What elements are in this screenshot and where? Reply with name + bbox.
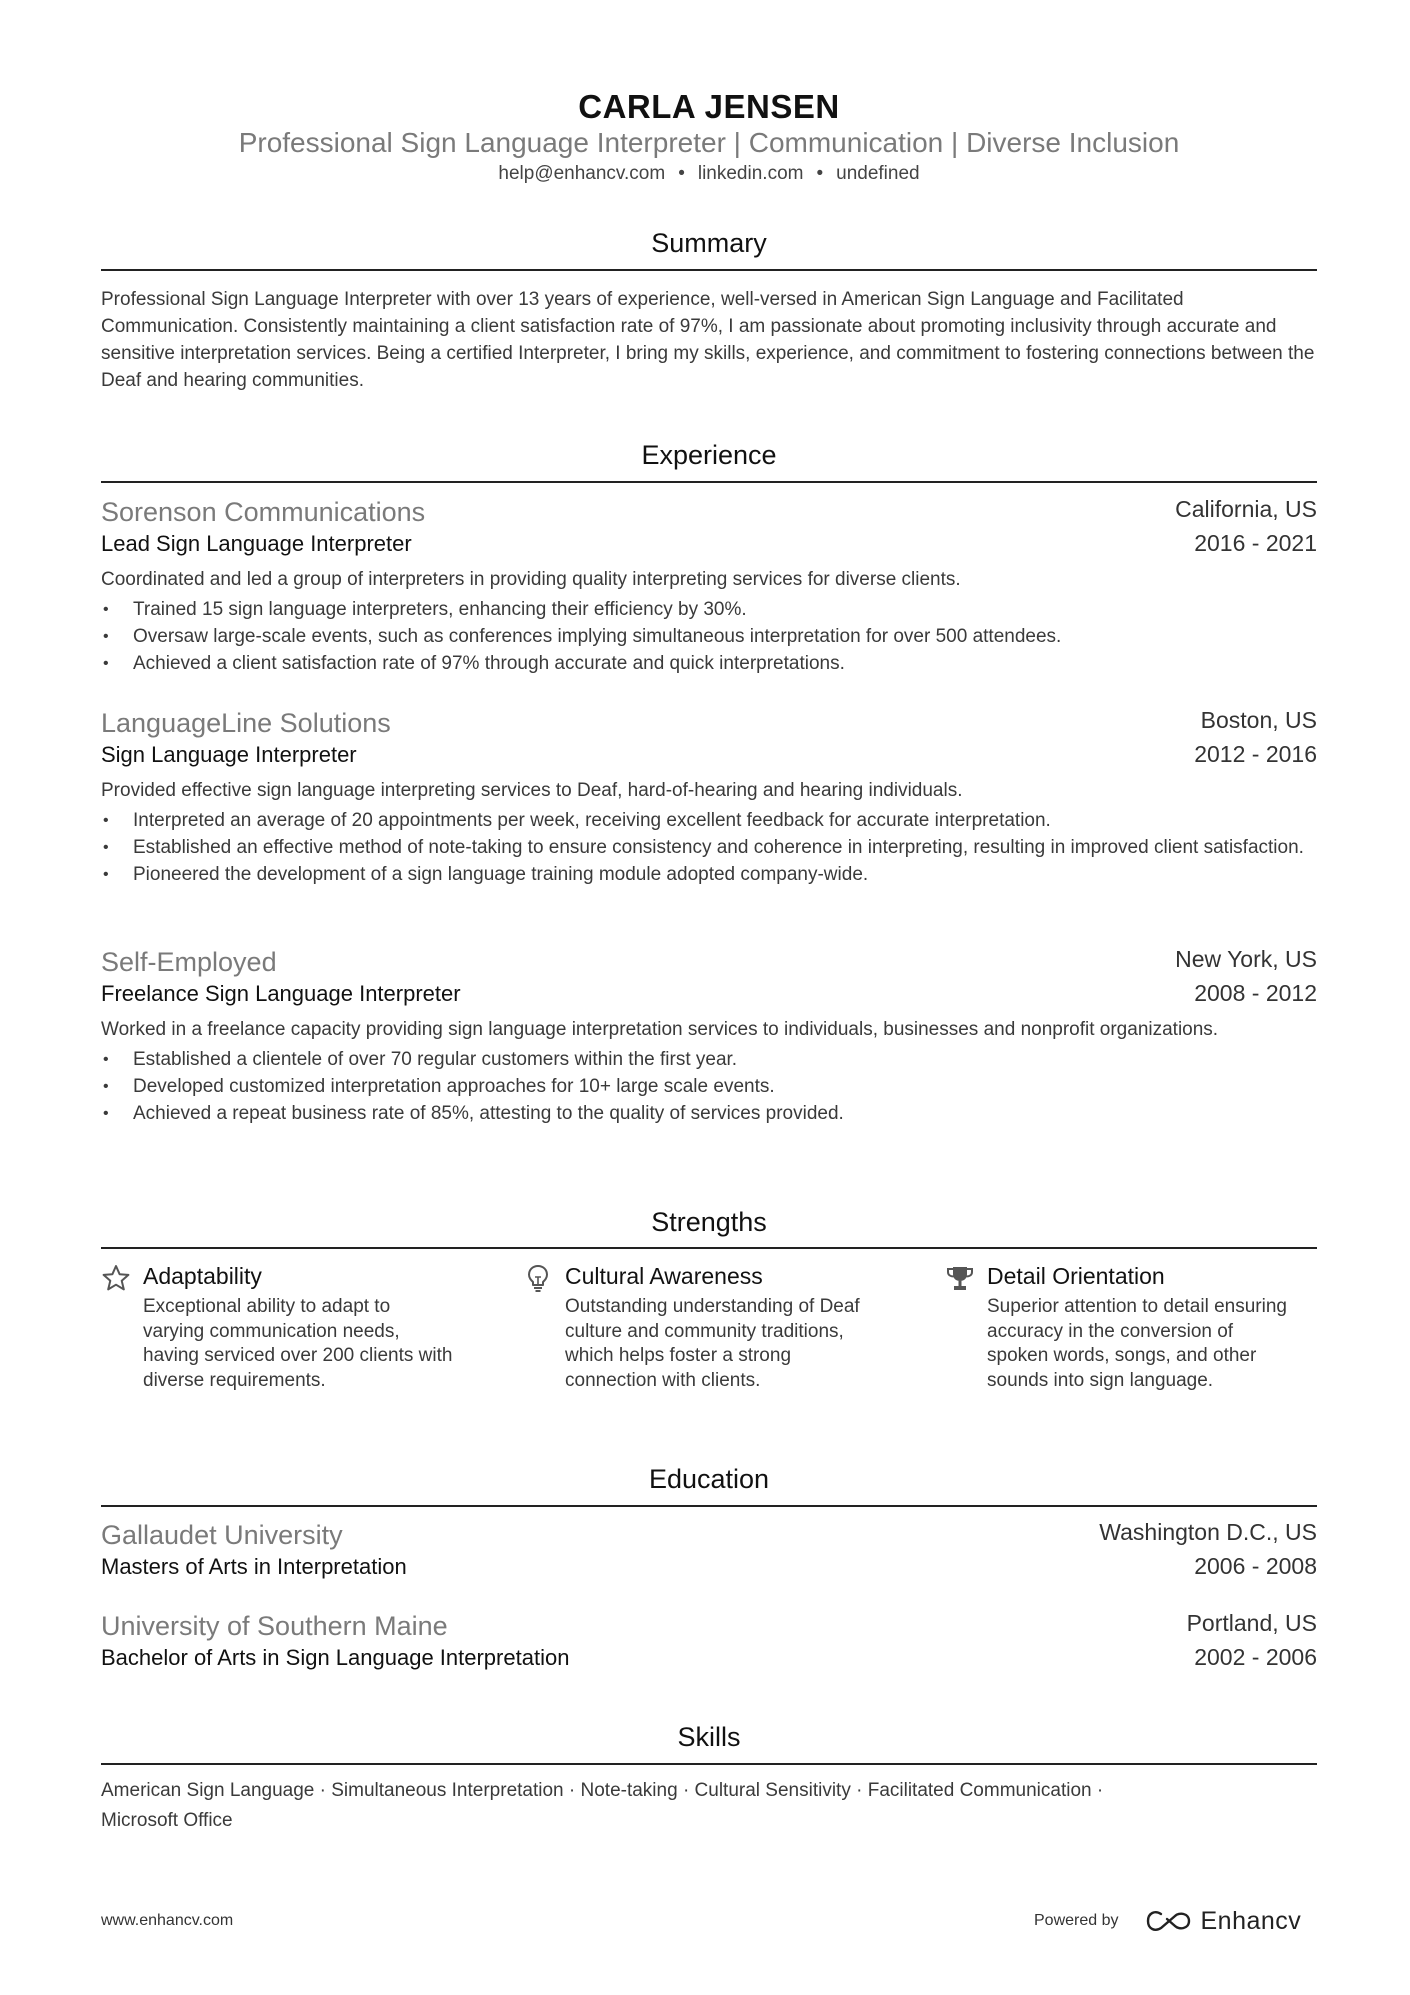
strength-text: Exceptional ability to adapt to varying communication needs, having serviced over 200 clients with diverse requirements. — [143, 1296, 453, 1391]
strengths-heading: Strengths — [651, 1207, 767, 1237]
strength-item — [945, 1261, 1325, 1393]
section-divider — [101, 269, 1317, 271]
school-location: Portland, US — [1186, 1610, 1317, 1636]
company-name: LanguageLine Solutions — [101, 708, 391, 738]
job-description: Coordinated and led a group of interpreters in providing quality interpreting services for diverse clients. — [101, 569, 961, 590]
achievement-item: • Trained 15 sign language interpreters, enhancing their efficiency by 30%. — [133, 596, 1317, 623]
education-dates: 2006 - 2008 — [1194, 1553, 1317, 1579]
strength-text: Superior attention to detail ensuring accuracy in the conversion of spoken words, songs, and other sounds into sign language. — [987, 1296, 1287, 1391]
achievement-item: • Interpreted an average of 20 appointments per week, receiving excellent feedback for accurate interpretation. — [133, 807, 1317, 834]
contact-line — [101, 163, 1317, 185]
achievement-item: • Established a clientele of over 70 regular customers within the first year. — [133, 1046, 1317, 1073]
company-name: Sorenson Communications — [101, 497, 426, 527]
job-title: Lead Sign Language Interpreter — [101, 531, 412, 556]
job-dates: 2012 - 2016 — [1194, 741, 1317, 767]
trophy-icon — [945, 1263, 975, 1293]
skills-heading: Skills — [677, 1722, 741, 1752]
experience-heading: Experience — [641, 440, 777, 470]
separator-dot: • — [816, 163, 824, 184]
job-location: California, US — [1175, 496, 1317, 522]
lightbulb-icon — [523, 1263, 553, 1293]
education-entry — [101, 1610, 1317, 1674]
candidate-name: CARLA JENSEN — [578, 88, 840, 125]
section-divider — [101, 1505, 1317, 1507]
strength-text: Outstanding understanding of Deaf culture and community traditions, which helps foster a strong connection with clients. — [565, 1296, 860, 1391]
school-location: Washington D.C., US — [1099, 1519, 1317, 1545]
job-dates: 2008 - 2012 — [1194, 980, 1317, 1006]
degree: Bachelor of Arts in Sign Language Interpretation — [101, 1645, 570, 1670]
skills-list — [101, 1776, 1317, 1836]
strength-item — [101, 1261, 481, 1393]
contact-extra: undefined — [836, 163, 920, 184]
education-entry — [101, 1519, 1317, 1583]
achievement-item: • Achieved a repeat business rate of 85%, attesting to the quality of services provided. — [133, 1100, 1317, 1127]
section-divider — [101, 481, 1317, 483]
footer-website[interactable]: www.enhancv.com — [101, 1912, 234, 1929]
education-heading: Education — [648, 1464, 770, 1494]
education-dates: 2002 - 2006 — [1194, 1644, 1317, 1670]
achievement-item: • Established an effective method of note-taking to ensure consistency and coherence in interpreting, resulting in improved client satisfaction. — [133, 834, 1317, 861]
company-name: Self-Employed — [101, 947, 277, 977]
school-name: Gallaudet University — [101, 1520, 343, 1550]
strength-item — [523, 1261, 903, 1393]
strength-title: Detail Orientation — [987, 1263, 1165, 1289]
achievement-list — [101, 1046, 1317, 1127]
contact-email[interactable]: help@enhancv.com — [498, 163, 666, 184]
skills-line: Microsoft Office — [101, 1810, 233, 1831]
footer-branding[interactable] — [1034, 1906, 1301, 1936]
job-location: New York, US — [1175, 946, 1317, 972]
strength-title: Cultural Awareness — [565, 1263, 763, 1289]
star-icon — [101, 1263, 131, 1293]
section-divider — [101, 1763, 1317, 1765]
job-description: Worked in a freelance capacity providing sign language interpretation services to individuals, businesses and nonprofit organizations. — [101, 1019, 1219, 1040]
school-name: University of Southern Maine — [101, 1611, 448, 1641]
job-description: Provided effective sign language interpreting services to Deaf, hard-of-hearing and hearing individuals. — [101, 780, 963, 801]
skills-line: American Sign Language · Simultaneous Interpretation · Note-taking · Cultural Sensitivity · Facilitated Communication · — [101, 1780, 1104, 1801]
job-dates: 2016 - 2021 — [1194, 530, 1317, 556]
achievement-list — [101, 807, 1317, 888]
experience-entry — [101, 707, 1317, 888]
experience-entry — [101, 946, 1317, 1127]
summary-heading: Summary — [651, 228, 767, 258]
section-divider — [101, 1247, 1317, 1249]
enhancv-logo-icon — [1145, 1908, 1193, 1934]
job-title: Freelance Sign Language Interpreter — [101, 981, 461, 1006]
job-location: Boston, US — [1200, 707, 1317, 733]
achievement-item: • Oversaw large-scale events, such as conferences implying simultaneous interpretation for over 500 attendees. — [133, 623, 1317, 650]
experience-entry — [101, 496, 1317, 677]
achievement-item: • Developed customized interpretation approaches for 10+ large scale events. — [133, 1073, 1317, 1100]
powered-by-label: Powered by — [1034, 1912, 1119, 1929]
strength-title: Adaptability — [143, 1263, 262, 1289]
degree: Masters of Arts in Interpretation — [101, 1554, 407, 1579]
achievement-item: • Pioneered the development of a sign language training module adopted company-wide. — [133, 861, 1317, 888]
brand-name: Enhancv — [1200, 1906, 1302, 1935]
separator-dot: • — [678, 163, 685, 184]
candidate-headline: Professional Sign Language Interpreter | Communication | Diverse Inclusion — [238, 127, 1180, 158]
summary-text: Professional Sign Language Interpreter with over 13 years of experience, well-versed in American Sign Language and Facilitated Communication. Consistently maintaining a client satisfaction rate of 97%, I am passionate about promoting inclusivity through accurate and sensitive interpretation services. Being a certified Interpreter, I bring my skills, experience, and commitment to fostering connections between the Deaf and hearing communities. — [101, 289, 1315, 391]
contact-linkedin[interactable]: linkedin.com — [697, 163, 804, 184]
job-title: Sign Language Interpreter — [101, 742, 357, 767]
achievement-item: • Achieved a client satisfaction rate of 97% through accurate and quick interpretations. — [133, 650, 1317, 677]
achievement-list — [101, 596, 1317, 677]
